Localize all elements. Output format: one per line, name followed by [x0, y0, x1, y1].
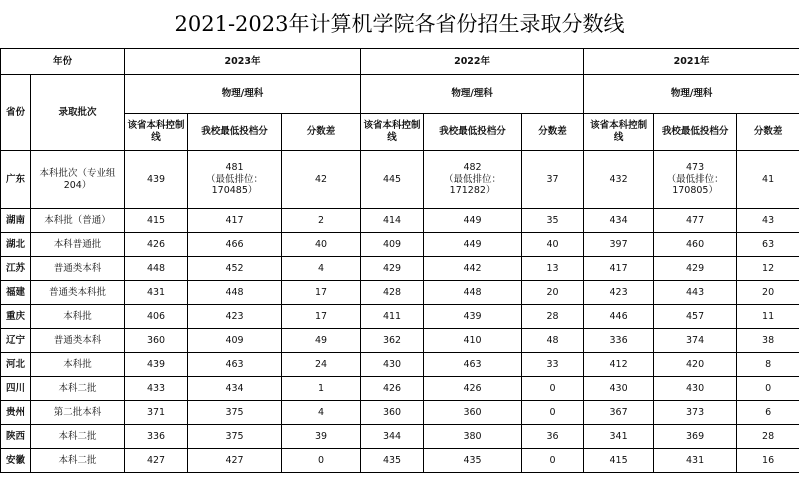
score-diff-cell: 37 — [522, 151, 584, 209]
batch-cell: 本科批次（专业组204） — [31, 151, 125, 209]
table-row — [1, 449, 799, 473]
min-score-value: 426 — [463, 382, 482, 394]
table-row — [1, 425, 799, 449]
year-header-2022: 2022年 — [361, 49, 584, 75]
province-cell: 江苏 — [1, 257, 31, 281]
control-line-cell: 336 — [584, 329, 654, 353]
min-score-cell — [654, 449, 737, 473]
score-diff-cell: 17 — [282, 281, 361, 305]
min-score-value: 374 — [686, 334, 705, 346]
table-row — [1, 305, 799, 329]
min-score-value: 466 — [225, 238, 244, 250]
batch-cell: 本科二批 — [31, 377, 125, 401]
control-line-cell: 397 — [584, 233, 654, 257]
batch-cell: 普通类本科批 — [31, 281, 125, 305]
min-score-value: 429 — [686, 262, 705, 274]
score-diff-cell: 33 — [522, 353, 584, 377]
control-line-cell: 435 — [361, 449, 424, 473]
min-score-cell — [424, 151, 522, 209]
control-line-cell: 439 — [125, 353, 188, 377]
table-row — [1, 257, 799, 281]
min-score-cell — [188, 151, 282, 209]
min-score-header: 我校最低投档分 — [424, 114, 522, 151]
score-diff-cell: 1 — [282, 377, 361, 401]
batch-cell: 本科二批 — [31, 425, 125, 449]
score-diff-cell: 20 — [522, 281, 584, 305]
control-line-cell: 427 — [125, 449, 188, 473]
score-diff-cell: 8 — [737, 353, 799, 377]
control-line-cell: 423 — [584, 281, 654, 305]
min-score-cell — [424, 209, 522, 233]
min-score-value: 477 — [686, 214, 705, 226]
score-diff-cell: 16 — [737, 449, 799, 473]
min-score-cell — [424, 377, 522, 401]
score-diff-cell: 17 — [282, 305, 361, 329]
control-line-cell: 448 — [125, 257, 188, 281]
province-cell: 河北 — [1, 353, 31, 377]
control-line-cell: 411 — [361, 305, 424, 329]
score-diff-cell: 0 — [522, 401, 584, 425]
province-cell: 湖南 — [1, 209, 31, 233]
min-score-value: 375 — [225, 406, 244, 418]
control-line-cell: 360 — [361, 401, 424, 425]
score-diff-cell: 36 — [522, 425, 584, 449]
min-score-header: 我校最低投档分 — [654, 114, 737, 151]
min-score-header: 我校最低投档分 — [188, 114, 282, 151]
batch-cell: 第二批本科 — [31, 401, 125, 425]
table-row — [1, 151, 799, 209]
header-row-years — [1, 49, 799, 75]
control-line-cell: 412 — [584, 353, 654, 377]
score-diff-cell: 41 — [737, 151, 799, 209]
year-header-2023: 2023年 — [125, 49, 361, 75]
control-line-cell: 360 — [125, 329, 188, 353]
min-score-value: 380 — [463, 430, 482, 442]
min-score-cell — [424, 281, 522, 305]
control-line-cell: 426 — [125, 233, 188, 257]
score-diff-cell: 24 — [282, 353, 361, 377]
admission-score-table — [0, 48, 799, 473]
control-line-header: 该省本科控制线 — [125, 114, 188, 151]
table-row — [1, 353, 799, 377]
min-score-cell — [188, 281, 282, 305]
min-score-cell — [188, 377, 282, 401]
control-line-cell: 445 — [361, 151, 424, 209]
min-score-value: 449 — [463, 238, 482, 250]
score-diff-cell: 12 — [737, 257, 799, 281]
batch-cell: 本科批 — [31, 353, 125, 377]
table-row — [1, 377, 799, 401]
min-score-value: 423 — [225, 310, 244, 322]
min-score-value: 360 — [463, 406, 482, 418]
min-score-cell — [188, 425, 282, 449]
min-score-value: 448 — [225, 286, 244, 298]
score-diff-cell: 11 — [737, 305, 799, 329]
min-rank-note: （最低排位：170805） — [666, 173, 724, 197]
year-header-2021: 2021年 — [584, 49, 799, 75]
min-score-cell — [188, 401, 282, 425]
min-score-value: 435 — [463, 454, 482, 466]
control-line-cell: 428 — [361, 281, 424, 305]
control-line-cell: 426 — [361, 377, 424, 401]
province-cell: 贵州 — [1, 401, 31, 425]
min-score-value: 457 — [686, 310, 705, 322]
control-line-cell: 446 — [584, 305, 654, 329]
min-score-value: 482 — [463, 161, 482, 173]
min-score-cell — [654, 377, 737, 401]
min-score-value: 375 — [225, 430, 244, 442]
min-score-cell — [424, 257, 522, 281]
min-rank-note: （最低排位：171282） — [444, 173, 502, 197]
min-score-cell — [424, 329, 522, 353]
min-score-cell — [188, 305, 282, 329]
min-score-value: 430 — [686, 382, 705, 394]
min-score-value: 373 — [686, 406, 705, 418]
min-score-cell — [424, 233, 522, 257]
min-score-cell — [424, 449, 522, 473]
province-cell: 福建 — [1, 281, 31, 305]
control-line-header: 该省本科控制线 — [361, 114, 424, 151]
control-line-cell: 409 — [361, 233, 424, 257]
province-cell: 辽宁 — [1, 329, 31, 353]
min-score-cell — [654, 305, 737, 329]
score-diff-cell: 2 — [282, 209, 361, 233]
min-score-cell — [654, 281, 737, 305]
table-row — [1, 401, 799, 425]
control-line-cell: 371 — [125, 401, 188, 425]
min-score-value: 427 — [225, 454, 244, 466]
min-score-value: 442 — [463, 262, 482, 274]
min-score-value: 460 — [686, 238, 705, 250]
score-diff-header: 分数差 — [737, 114, 799, 151]
page-title: 2021-2023年计算机学院各省份招生录取分数线 — [174, 12, 625, 36]
min-score-cell — [188, 329, 282, 353]
min-score-cell — [654, 353, 737, 377]
min-score-cell — [654, 425, 737, 449]
control-line-cell: 431 — [125, 281, 188, 305]
score-diff-cell: 28 — [737, 425, 799, 449]
min-score-cell — [424, 401, 522, 425]
score-diff-cell: 4 — [282, 257, 361, 281]
control-line-cell: 415 — [584, 449, 654, 473]
batch-cell: 本科二批 — [31, 449, 125, 473]
table-row — [1, 209, 799, 233]
province-cell: 四川 — [1, 377, 31, 401]
batch-header: 录取批次 — [31, 75, 125, 151]
min-score-value: 417 — [225, 214, 244, 226]
min-score-cell — [188, 449, 282, 473]
control-line-cell: 430 — [361, 353, 424, 377]
min-score-value: 434 — [225, 382, 244, 394]
min-score-cell — [188, 233, 282, 257]
min-score-value: 448 — [463, 286, 482, 298]
min-score-value: 409 — [225, 334, 244, 346]
score-diff-cell: 63 — [737, 233, 799, 257]
min-score-cell — [654, 401, 737, 425]
score-diff-cell: 28 — [522, 305, 584, 329]
score-diff-cell: 40 — [282, 233, 361, 257]
control-line-cell: 414 — [361, 209, 424, 233]
min-score-cell — [654, 233, 737, 257]
control-line-cell: 406 — [125, 305, 188, 329]
min-score-cell — [654, 257, 737, 281]
table-row — [1, 329, 799, 353]
control-line-cell: 341 — [584, 425, 654, 449]
control-line-cell: 439 — [125, 151, 188, 209]
control-line-cell: 362 — [361, 329, 424, 353]
min-score-cell — [424, 305, 522, 329]
min-score-value: 443 — [686, 286, 705, 298]
min-score-value: 420 — [686, 358, 705, 370]
batch-cell: 本科普通批 — [31, 233, 125, 257]
control-line-cell: 434 — [584, 209, 654, 233]
control-line-cell: 344 — [361, 425, 424, 449]
min-score-value: 463 — [225, 358, 244, 370]
province-header: 省份 — [1, 75, 31, 151]
batch-cell: 普通类本科 — [31, 257, 125, 281]
min-score-value: 449 — [463, 214, 482, 226]
table-row — [1, 281, 799, 305]
min-score-value: 369 — [686, 430, 705, 442]
min-score-cell — [654, 151, 737, 209]
subject-header-2023: 物理/理科 — [125, 75, 361, 114]
score-diff-cell: 0 — [282, 449, 361, 473]
control-line-cell: 430 — [584, 377, 654, 401]
header-row-subject — [1, 75, 799, 114]
score-diff-cell: 49 — [282, 329, 361, 353]
score-diff-cell: 48 — [522, 329, 584, 353]
min-score-value: 463 — [463, 358, 482, 370]
min-score-value: 473 — [686, 161, 705, 173]
batch-cell: 本科批（普通） — [31, 209, 125, 233]
score-diff-cell: 39 — [282, 425, 361, 449]
score-diff-cell: 40 — [522, 233, 584, 257]
year-header-label: 年份 — [1, 49, 125, 75]
min-score-value: 452 — [225, 262, 244, 274]
province-cell: 安徽 — [1, 449, 31, 473]
score-diff-header: 分数差 — [282, 114, 361, 151]
min-score-cell — [188, 257, 282, 281]
min-score-cell — [188, 353, 282, 377]
control-line-header: 该省本科控制线 — [584, 114, 654, 151]
control-line-cell: 417 — [584, 257, 654, 281]
score-diff-cell: 38 — [737, 329, 799, 353]
province-cell: 陕西 — [1, 425, 31, 449]
min-score-cell — [188, 209, 282, 233]
min-score-cell — [654, 329, 737, 353]
score-diff-cell: 6 — [737, 401, 799, 425]
control-line-cell: 432 — [584, 151, 654, 209]
province-cell: 湖北 — [1, 233, 31, 257]
min-rank-note: （最低排位：170485） — [206, 173, 264, 197]
control-line-cell: 336 — [125, 425, 188, 449]
control-line-cell: 367 — [584, 401, 654, 425]
score-diff-header: 分数差 — [522, 114, 584, 151]
province-cell: 广东 — [1, 151, 31, 209]
score-diff-cell: 13 — [522, 257, 584, 281]
batch-cell: 本科批 — [31, 305, 125, 329]
score-diff-cell: 0 — [737, 377, 799, 401]
score-diff-cell: 4 — [282, 401, 361, 425]
score-diff-cell: 43 — [737, 209, 799, 233]
subject-header-2022: 物理/理科 — [361, 75, 584, 114]
min-score-cell — [424, 425, 522, 449]
table-row — [1, 233, 799, 257]
min-score-cell — [424, 353, 522, 377]
score-diff-cell: 42 — [282, 151, 361, 209]
min-score-value: 431 — [686, 454, 705, 466]
score-diff-cell: 0 — [522, 377, 584, 401]
min-score-value: 481 — [225, 161, 244, 173]
min-score-value: 439 — [463, 310, 482, 322]
min-score-value: 410 — [463, 334, 482, 346]
batch-cell: 普通类本科 — [31, 329, 125, 353]
subject-header-2021: 物理/理科 — [584, 75, 799, 114]
control-line-cell: 415 — [125, 209, 188, 233]
control-line-cell: 429 — [361, 257, 424, 281]
score-diff-cell: 35 — [522, 209, 584, 233]
min-score-cell — [654, 209, 737, 233]
province-cell: 重庆 — [1, 305, 31, 329]
score-diff-cell: 20 — [737, 281, 799, 305]
score-diff-cell: 0 — [522, 449, 584, 473]
control-line-cell: 433 — [125, 377, 188, 401]
